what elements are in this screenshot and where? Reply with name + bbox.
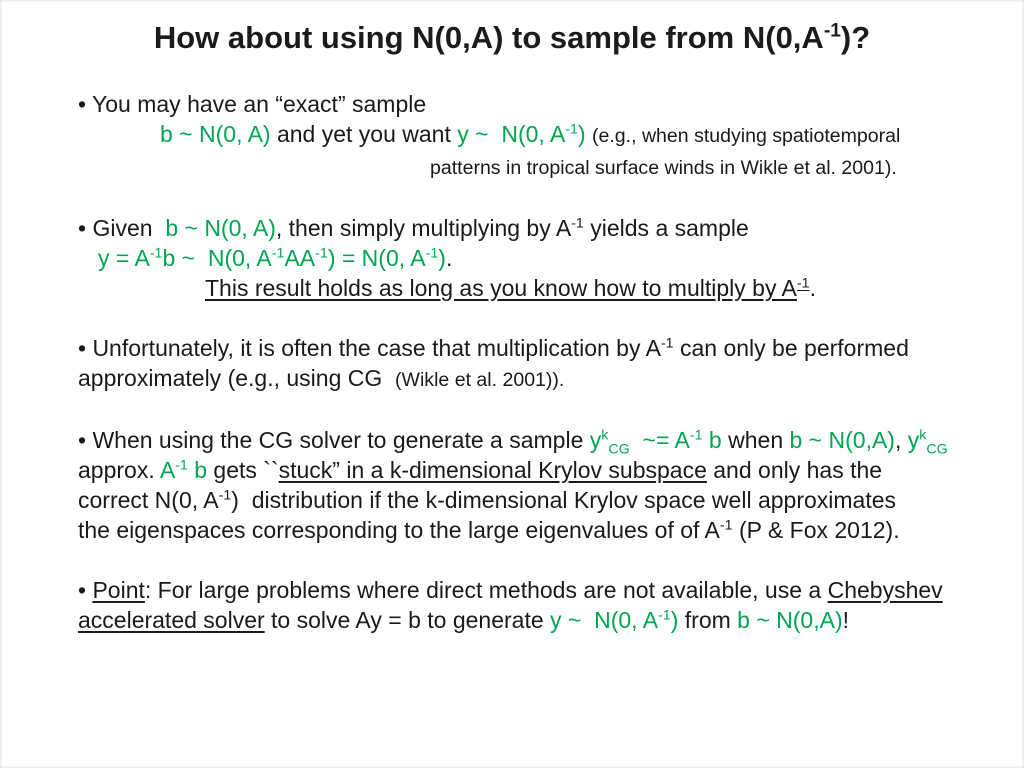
text-run: -1 bbox=[271, 245, 285, 262]
text-run: y = A bbox=[98, 245, 150, 271]
text-run: (P & Fox 2012). bbox=[732, 517, 900, 543]
text-run: ~= A bbox=[629, 427, 690, 453]
text-run: b bbox=[702, 427, 722, 453]
text-run: b ~ N(0, A bbox=[162, 245, 272, 271]
text-run: CG bbox=[608, 441, 630, 458]
text-run: k bbox=[919, 427, 927, 444]
text-run: ) = N(0, A bbox=[327, 245, 426, 271]
text-run: -1 bbox=[823, 20, 841, 42]
text-run: from bbox=[678, 607, 738, 633]
paragraph bbox=[78, 575, 964, 635]
text-run: How about using N(0,A) to sample from N(0,A bbox=[153, 20, 824, 55]
text-run: gets `` bbox=[207, 457, 279, 483]
text-run: . bbox=[809, 275, 816, 301]
text-run: k bbox=[601, 427, 609, 444]
text-run: • bbox=[78, 577, 93, 603]
text-line bbox=[78, 363, 964, 395]
text-run: • Given bbox=[78, 215, 166, 241]
text-line bbox=[78, 151, 964, 183]
text-run: , then simply multiplying by A bbox=[275, 215, 572, 241]
text-run: accelerated solver bbox=[78, 607, 265, 633]
text-line bbox=[78, 485, 964, 515]
text-run: b bbox=[187, 457, 208, 483]
text-line bbox=[78, 333, 964, 363]
text-run: -1 bbox=[796, 275, 810, 292]
text-run: y bbox=[907, 427, 920, 453]
text-run: yields a sample bbox=[583, 215, 749, 241]
text-run: ) bbox=[577, 121, 586, 147]
text-run: (e.g., when studying spatiotemporal bbox=[592, 125, 901, 147]
text-run: • When using the CG solver to generate a sample bbox=[78, 427, 590, 453]
text-run: b ~ N(0,A) bbox=[789, 427, 895, 453]
slide-title bbox=[0, 0, 1024, 56]
text-run: This result holds as long as you know how to multiply by A bbox=[205, 275, 797, 301]
text-run: -1 bbox=[175, 457, 188, 474]
text-run: )? bbox=[840, 20, 871, 55]
text-run: • Unfortunately, it is often the case that multiplication by A bbox=[78, 335, 661, 361]
paragraph bbox=[78, 333, 964, 395]
paragraph bbox=[78, 425, 964, 545]
text-line bbox=[78, 213, 964, 243]
text-line bbox=[78, 455, 964, 485]
text-line bbox=[78, 605, 964, 635]
text-run: -1 bbox=[689, 427, 703, 444]
text-run: A bbox=[159, 457, 176, 483]
text-line bbox=[78, 119, 964, 151]
text-run: -1 bbox=[149, 245, 163, 262]
text-run: ) bbox=[670, 607, 679, 633]
text-run: -1 bbox=[719, 517, 733, 534]
text-run: AA bbox=[284, 245, 316, 271]
text-run: approx. bbox=[78, 457, 160, 483]
text-run: and only has the bbox=[706, 457, 883, 483]
text-run: b ~ N(0, A) bbox=[160, 121, 271, 147]
text-run: to solve Ay = b to generate bbox=[264, 607, 551, 633]
text-run: and yet you want bbox=[270, 121, 458, 147]
text-run: can only be performed bbox=[673, 335, 909, 361]
text-line bbox=[78, 425, 964, 458]
text-run: : For large problems where direct methods are not available, use a bbox=[144, 577, 828, 603]
text-run: stuck” in a k-dimensional Krylov subspace bbox=[278, 457, 707, 483]
text-run: (Wikle et al. 2001)). bbox=[395, 369, 565, 391]
text-run: approximately (e.g., using CG bbox=[78, 365, 396, 391]
text-run: -1 bbox=[425, 245, 439, 262]
text-run: b ~ N(0, A) bbox=[165, 215, 276, 241]
text-run: y ~ N(0, A bbox=[550, 607, 659, 633]
text-run: -1 bbox=[571, 215, 584, 232]
text-run: -1 bbox=[315, 245, 328, 262]
text-line bbox=[78, 575, 964, 605]
text-run: ) bbox=[438, 245, 446, 271]
paragraph bbox=[78, 213, 964, 303]
text-run: y ~ N(0, A bbox=[457, 121, 566, 147]
slide-body bbox=[0, 89, 1024, 635]
text-run: ) distribution if the k-dimensional Krylov space well approximates bbox=[231, 487, 897, 513]
text-line bbox=[78, 273, 964, 303]
text-line bbox=[78, 243, 964, 273]
text-run: Chebyshev bbox=[827, 577, 943, 603]
text-run: Point bbox=[92, 577, 145, 603]
text-run: ! bbox=[842, 607, 850, 633]
text-run: -1 bbox=[218, 487, 232, 504]
text-run: y bbox=[589, 427, 602, 453]
text-line bbox=[78, 89, 964, 119]
text-run: -1 bbox=[565, 121, 578, 138]
text-line bbox=[78, 515, 964, 545]
text-run: b ~ N(0,A) bbox=[737, 607, 843, 633]
text-run: CG bbox=[926, 441, 948, 458]
text-run: when bbox=[721, 427, 790, 453]
text-run: -1 bbox=[660, 335, 674, 352]
paragraph bbox=[78, 89, 964, 183]
text-run: . bbox=[445, 245, 453, 271]
text-run: -1 bbox=[658, 607, 671, 624]
text-run: correct N(0, A bbox=[78, 487, 219, 513]
text-run: • You may have an “exact” sample bbox=[78, 91, 427, 117]
text-run: patterns in tropical surface winds in Wikle et al. 2001). bbox=[430, 157, 897, 179]
text-run: the eigenspaces corresponding to the large eigenvalues of of A bbox=[78, 517, 720, 543]
text-run: , bbox=[894, 427, 908, 453]
